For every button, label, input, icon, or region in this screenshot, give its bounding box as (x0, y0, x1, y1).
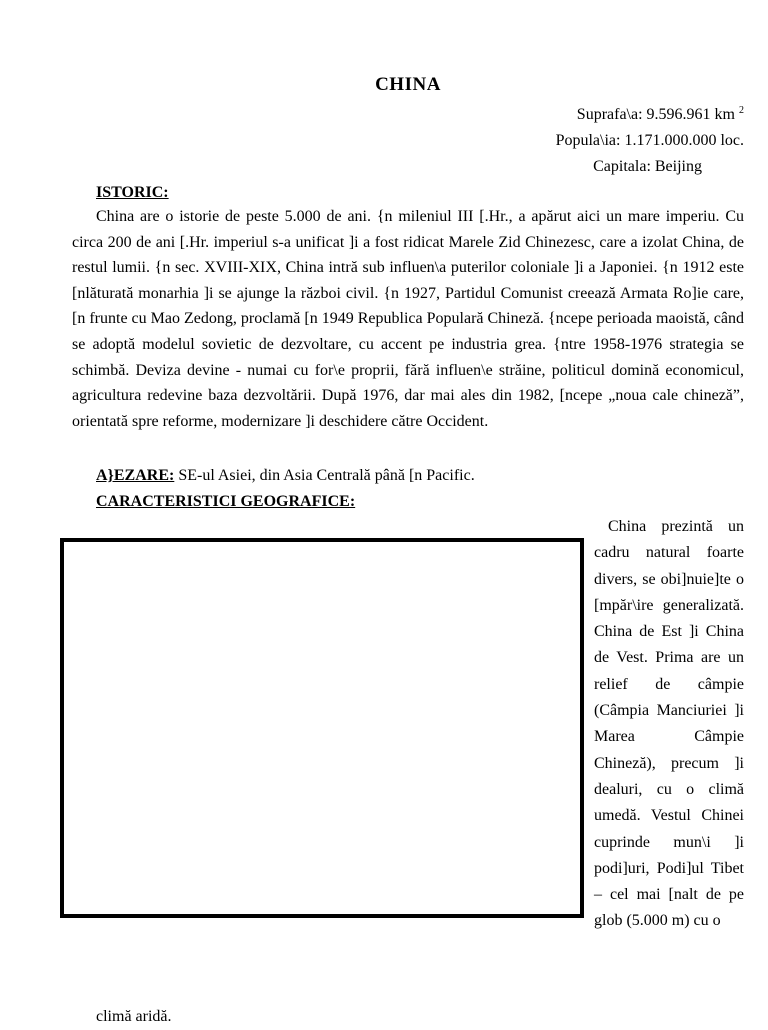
geo-paragraph-end: climă aridă. (96, 1008, 172, 1025)
country-stats (556, 102, 744, 180)
map-image-frame (60, 538, 584, 918)
geo-heading-line (96, 489, 736, 515)
history-heading: ISTORIC: (96, 184, 169, 201)
location-line (96, 463, 736, 489)
page-title: CHINA (375, 74, 441, 95)
geo-heading: CARACTERISTICI GEOGRAFICE: (96, 493, 356, 510)
geo-paragraph: China prezintă un cadru natural foarte divers, se obi]nuie]te o [mpăr\ire generalizată. China de Est ]i China de Vest. Prima are un relief de câmpie (Câmpia Manciuriei ]i Marea Câmpie Chineză), precum ]i dealuri, cu o climă umedă. Vestul Chinei cuprinde mun\i ]i podi]uri, Podi]ul Tibet – cel mai [nalt de pe glob (5.000 m) cu o (594, 518, 744, 930)
area-stat (556, 102, 744, 128)
history-paragraph: China are o istorie de peste 5.000 de ani. {n mileniul III [.Hr., a apărut aici un mare imperiu. Cu circa 200 de ani [.Hr. imperiul s-a unificat ]i a fost ridicat Marele Zid Chinezesc, care a izolat China, de restul lumii. {n sec. XVIII-XIX, China intră sub influen\a puterilor coloniale ]i a Japoniei. {n 1912 este [nlăturată monarhia ]i se ajunge la război civil. {n 1927, Partidul Comunist creează Armata Ro]ie care, [n frunte cu Mao Zedong, proclamă [n 1949 Republica Populară Chineză. {ncepe perioada maoistă, când se adoptă modelul sovietic de dezvoltare, cu accent pe industria grea. {ntre 1958-1976 strategia se schimbă. Deviza devine - numai cu for\e proprii, fără influen\e străine, politicul domină economicul, agricultura redevine baza dezvoltării. După 1976, dar mai ales din 1982, [ncepe „noua cale chineză”, orientată spre reforme, modernizare ]i deschidere către Occident. (72, 208, 744, 430)
history-heading-line (96, 180, 696, 206)
location-text: SE-ul Asiei, din Asia Centrală până [n Pacific. (174, 467, 475, 484)
area-superscript: 2 (739, 105, 744, 116)
location-heading: A}EZARE: (96, 467, 175, 484)
area-text: Suprafa\a: 9.596.961 km (576, 106, 735, 123)
population-stat: Popula\ia: 1.171.000.000 loc. (555, 132, 744, 149)
geo-side-column (594, 514, 744, 935)
capital-stat: Capitala: Beijing (593, 158, 702, 175)
